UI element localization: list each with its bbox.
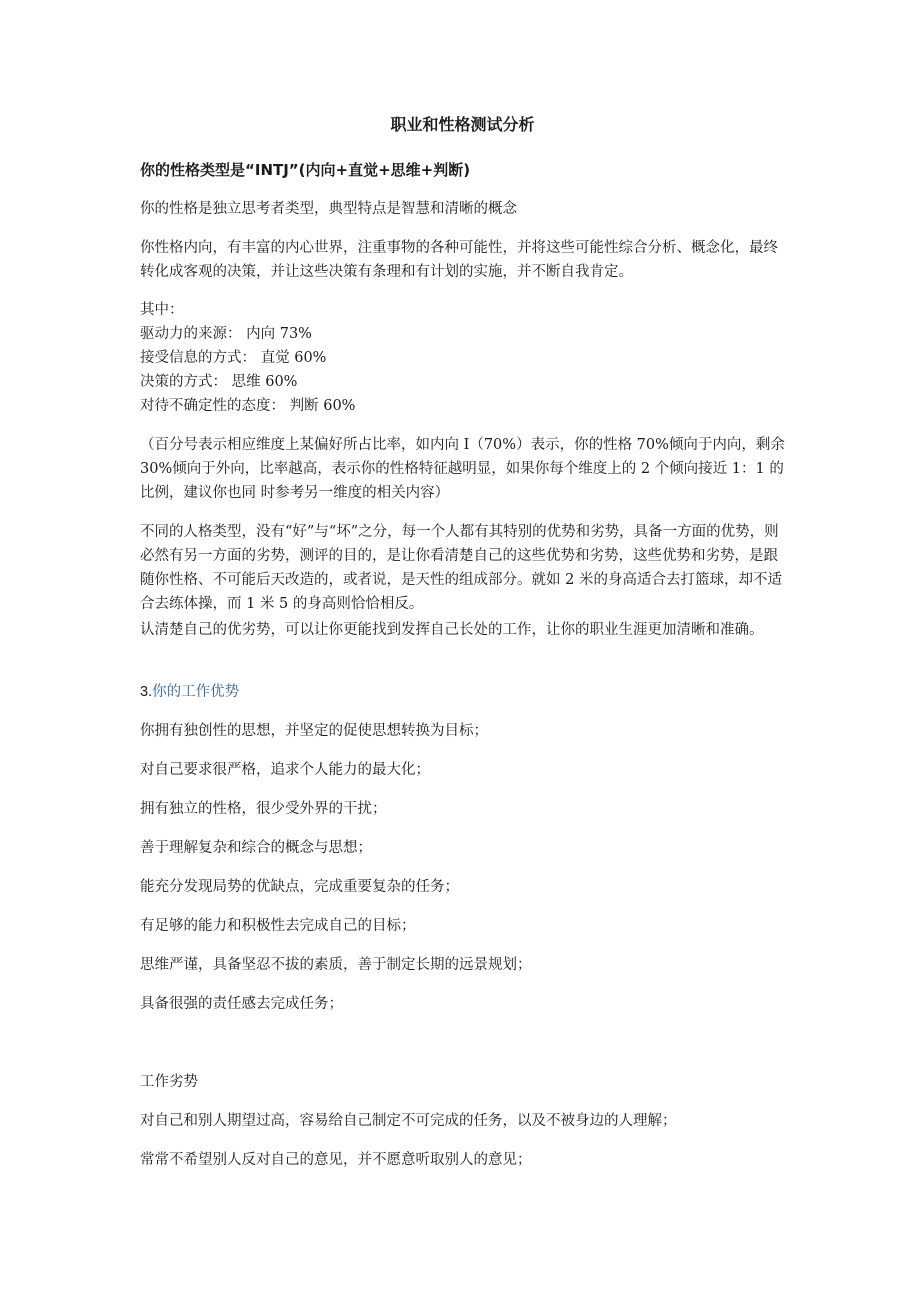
weakness-item: 常常不希望别人反对自己的意见，并不愿意听取别人的意见； bbox=[140, 1152, 532, 1168]
strength-item: 具备很强的责任感去完成任务； bbox=[140, 996, 343, 1012]
dimension-drive-source: 驱动力的来源： 内向 73% bbox=[140, 326, 312, 342]
strength-item: 对自己要求很严格，追求个人能力的最大化； bbox=[140, 762, 430, 778]
strength-item: 有足够的能力和积极性去完成自己的目标； bbox=[140, 918, 416, 934]
strengths-heading bbox=[140, 680, 785, 704]
dimension-uncertainty: 对待不确定性的态度： 判断 60% bbox=[140, 398, 356, 414]
explanation-paragraph: 不同的人格类型，没有“好”与“坏”之分，每一个人都有其特别的优势和劣势，具备一方面的优势，则必然有另一方面的劣势，测评的目的，是让你看清楚自己的这些优势和劣势，这些优势和劣势，是跟随你性格、不可能后天改造的，或者说，是天性的组成部分。就如 2 米的身高适合去打篮球，却不适合去练体操，而 1 米 5 的身高则恰恰相反。 bbox=[140, 524, 782, 612]
strengths-heading-link[interactable]: 你的工作优势 bbox=[152, 684, 240, 700]
dimension-info-intake: 接受信息的方式： 直觉 60% bbox=[140, 350, 327, 366]
dimension-decision: 决策的方式： 思维 60% bbox=[140, 374, 298, 390]
strength-item: 拥有独立的性格，很少受外界的干扰； bbox=[140, 801, 387, 817]
strength-item: 你拥有独创性的思想，并坚定的促使思想转换为目标； bbox=[140, 723, 488, 739]
strengths-number: 3. bbox=[140, 684, 153, 700]
intro-paragraph: 你性格内向，有丰富的内心世界，注重事物的各种可能性，并将这些可能性综合分析、概念化，最终转化成客观的决策，并让这些决策有条理和有计划的实施，并不断自我肯定。 bbox=[140, 240, 778, 280]
type-summary: 你的性格是独立思考者类型，典型特点是智慧和清晰的概念 bbox=[140, 201, 517, 217]
dimensions-label: 其中： bbox=[140, 302, 184, 318]
weaknesses-heading: 工作劣势 bbox=[140, 1074, 198, 1090]
percentage-note: （百分号表示相应维度上某偏好所占比率，如内向 I（70%）表示，你的性格 70%倾向于内向，剩余 30%倾向于外向，比率越高，表示你的性格特征越明显，如果你每个维度上的 2 个倾向接近 1：1 的比例，建议你也同 时参考另一维度的相关内容） bbox=[140, 437, 785, 501]
explanation-paragraph-2: 认清楚自己的优劣势，可以让你更能找到发挥自己长处的工作，让你的职业生涯更加清晰和准确。 bbox=[140, 622, 764, 638]
strength-item: 善于理解复杂和综合的概念与思想； bbox=[140, 840, 372, 856]
weakness-item: 对自己和别人期望过高，容易给自己制定不可完成的任务，以及不被身边的人理解； bbox=[140, 1113, 677, 1129]
strength-item: 思维严谨，具备坚忍不拔的素质，善于制定长期的远景规划； bbox=[140, 957, 532, 973]
document-title: 职业和性格测试分析 bbox=[390, 115, 535, 134]
type-heading: 你的性格类型是“INTJ”(内向+直觉+思维+判断) bbox=[140, 161, 471, 179]
strength-item: 能充分发现局势的优缺点，完成重要复杂的任务； bbox=[140, 879, 459, 895]
